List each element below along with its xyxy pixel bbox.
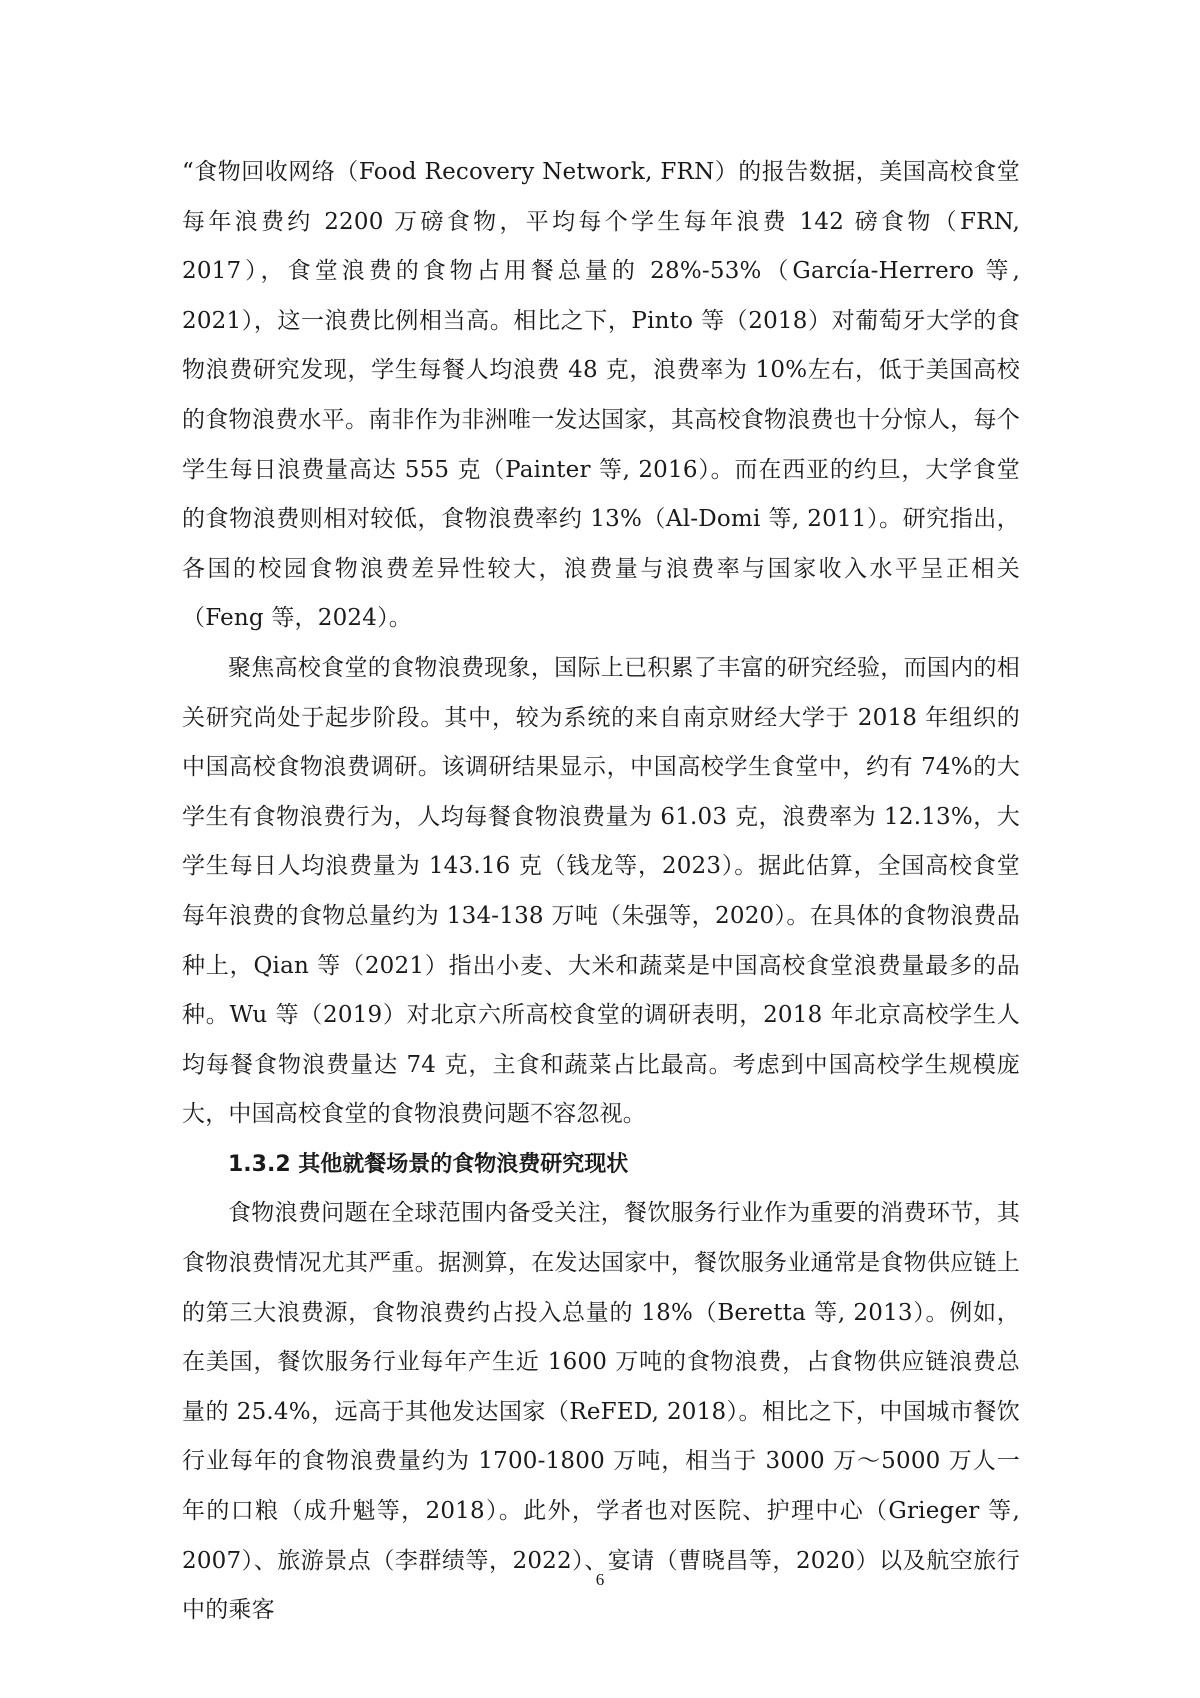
paragraph-other-dining-scenarios: 食物浪费问题在全球范围内备受关注，餐饮服务行业作为重要的消费环节，其食物浪费情况尤其严重。据测算，在发达国家中，餐饮服务业通常是食物供应链上的第三大浪费源，食物浪费约占投入总量的 18%（Beretta 等, 2013）。例如，在美国，餐饮服务行业每年产生近 1600 万吨的食物浪费，占食物供应链浪费总量的 25.4%，远高于其他发达国家（ReFED, 2018）。相比之下，中国城市餐饮行业每年的食物浪费量约为 1700-1800 万吨，相当于 3000 万～5000 万人一年的口粮（成升魁等，2018）。此外，学者也对医院、护理中心（Grieger 等, 2007）、旅游景点（李群绩等，2022）、宴请（曹晓昌等，2020）以及航空旅行中的乘客: [182, 1200, 1020, 1624]
paragraph-campus-food-waste-china: 聚焦高校食堂的食物浪费现象，国际上已积累了丰富的研究经验，而国内的相关研究尚处于起步阶段。其中，较为系统的来自南京财经大学于 2018 年组织的中国高校食物浪费调研。该调研结果显示，中国高校学生食堂中，约有 74%的大学生有食物浪费行为，人均每餐食物浪费量为 61.03 克，浪费率为 12.13%，大学生每日人均浪费量为 143.16 克（钱龙等，2023）。据此估算，全国高校食堂每年浪费的食物总量约为 134-138 万吨（朱强等，2020）。在具体的食物浪费品种上，Qian 等（2021）指出小麦、大米和蔬菜是中国高校食堂浪费量最多的品种。Wu 等（2019）对北京六所高校食堂的调研表明，2018 年北京高校学生人均每餐食物浪费量达 74 克，主食和蔬菜占比最高。考虑到中国高校学生规模庞大，中国高校食堂的食物浪费问题不容忽视。: [182, 654, 1020, 1128]
paragraph-campus-food-waste-international: “食物回收网络（Food Recovery Network, FRN）的报告数据，美国高校食堂每年浪费约 2200 万磅食物，平均每个学生每年浪费 142 磅食物（FRN, 2017），食堂浪费的食物占用餐总量的 28%-53%（García-Herrero 等, 2021），这一浪费比例相当高。相比之下，Pinto 等（2018）对葡萄牙大学的食物浪费研究发现，学生每餐人均浪费 48 克，浪费率为 10%左右，低于美国高校的食物浪费水平。南非作为非洲唯一发达国家，其高校食物浪费也十分惊人，每个学生每日浪费量高达 555 克（Painter 等, 2016）。而在西亚的约旦，大学食堂的食物浪费则相对较低，食物浪费率约 13%（Al-Domi 等, 2011）。研究指出，各国的校园食物浪费差异性较大，浪费量与浪费率与国家收入水平呈正相关（Feng 等，2024）。: [182, 159, 1020, 632]
page-number: 6: [595, 1570, 605, 1589]
document-body: [182, 148, 1020, 1636]
section-heading: 1.3.2 其他就餐场景的食物浪费研究现状: [228, 1151, 629, 1177]
